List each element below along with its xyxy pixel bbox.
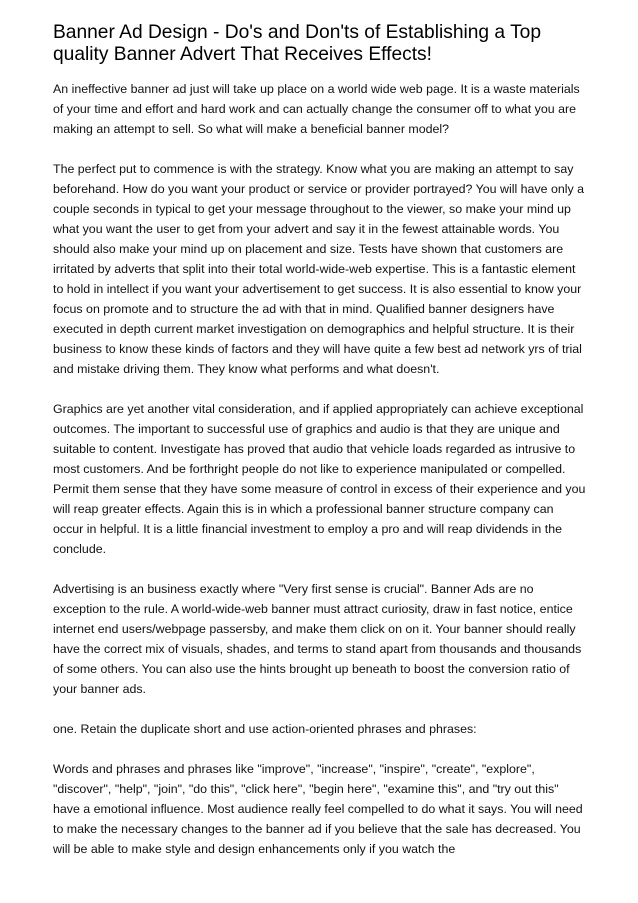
paragraph-5: one. Retain the duplicate short and use action-oriented phrases and phrases:	[53, 722, 477, 736]
paragraph-4: Advertising is an business exactly where "Very first sense is crucial". Banner Ads are no exception to the rule. A world-wide-web banner must attract curiosity, draw in fast notice, entice internet end users/webpage passersby, and make them click on on it. Your banner should really have the correct mix of visuals, shades, and terms to stand apart from thousands and thousands of some others. You can also use the hints brought up beneath to boost the conversion ratio of your banner ads.	[53, 582, 582, 696]
title-line-1: Banner Ad Design - Do's and Don'ts of Establishing a Top	[53, 22, 542, 43]
document-title	[53, 22, 586, 66]
document-body	[53, 79, 586, 859]
paragraph-3: Graphics are yet another vital consideration, and if applied appropriately can achieve exceptional outcomes. The important to successful use of graphics and audio is that they are unique and suitable to content. Investigate has proved that audio that vehicle loads regarded as intrusive to most customers. And be forthright people do not like to experience manipulated or compelled. Permit them sense that they have some measure of control in excess of their experience and you will reap greater effects. Again this is in which a professional banner structure company can occur in helpful. It is a little financial investment to employ a pro and will reap dividends in the conclude.	[53, 402, 586, 556]
title-line-2: quality Banner Advert That Receives Effects!	[53, 44, 432, 65]
paragraph-6: Words and phrases and phrases like "improve", "increase", "inspire", "create", "explore", "discover", "help", "join", "do this", "click here", "begin here", "examine this", and "try out this" have a emotional influence. Most audience really feel compelled to do what it says. You will need to make the necessary changes to the banner ad if you believe that the sale has decreased. You will be able to make style and design enhancements only if you watch the	[53, 762, 583, 856]
paragraph-2: The perfect put to commence is with the strategy. Know what you are making an attempt to say beforehand. How do you want your product or service or provider portrayed? You will have only a couple seconds in typical to get your message throughout to the viewer, so make your mind up what you want the user to get from your advert and say it in the fewest attainable words. You should also make your mind up on placement and size. Tests have shown that customers are irritated by adverts that split into their total world-wide-web expertise. This is a fantastic element to hold in intellect if you want your advertisement to get success. It is also essential to know your focus on promote and to structure the ad with that in mind. Qualified banner designers have executed in depth current market investigation on demographics and helpful structure. It is their business to know these kinds of factors and they will have quite a few best ad network yrs of trial and mistake driving them. They know what performs and what doesn't.	[53, 162, 585, 376]
paragraph-1: An ineffective banner ad just will take up place on a world wide web page. It is a waste materials of your time and effort and hard work and can actually change the consumer off to what you are making an attempt to sell. So what will make a beneficial banner model?	[53, 82, 580, 136]
